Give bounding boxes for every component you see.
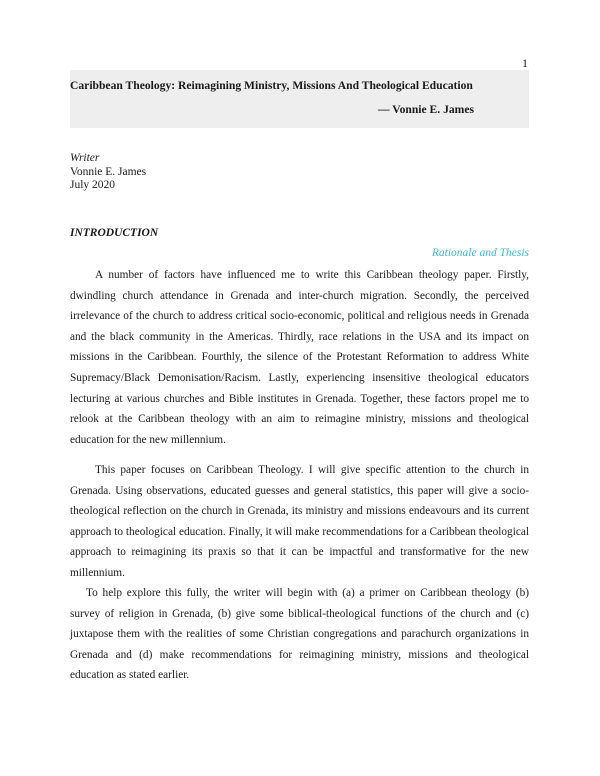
- page-number: 1: [522, 56, 528, 70]
- writer-date: July 2020: [70, 179, 116, 191]
- writer-label: Writer: [70, 152, 100, 164]
- writer-block: [70, 152, 146, 193]
- rationale-subheading: Rationale and Thesis: [431, 247, 529, 259]
- introduction-heading: INTRODUCTION: [70, 227, 159, 239]
- title-block: [70, 70, 529, 128]
- paragraph-factors: A number of factors have influenced me to write this Caribbean theology paper. Firstly, dwindling church attendance in Grenada and inter-church migration. Secondly, the perceived irrelevance of the church to address critical socio-economic, political and religious needs in Grenada and the black community in the Americas. Thirdly, race relations in the USA and its impact on missions in the Caribbean. Fourthly, the silence of the Protestant Reformation to address White Supremacy/Black Demonisation/Racism. Lastly, experiencing insensitive theological educators lecturing at various churches and Bible institutes in Grenada. Together, these factors propel me to relook at the Caribbean theology with an aim to reimagine ministry, missions and theological education for the new millennium.: [70, 269, 529, 446]
- paragraph-outline: To help explore this fully, the writer will begin with (a) a primer on Caribbean theology (b) survey of religion in Grenada, (b) give some biblical-theological functions of the church and (c) juxtapose them with the realities of some Christian congregations and parachurch organizations in Grenada and (d) make recommendations for reimagining ministry, missions and theological education as stated earlier.: [70, 587, 529, 682]
- author-byline: — Vonnie E. James: [378, 103, 474, 116]
- writer-name: Vonnie E. James: [70, 165, 147, 178]
- paragraph-focus: This paper focuses on Caribbean Theology. I will give specific attention to the church in Grenada. Using observations, educated guesses and general statistics, this paper will give a socio-theological reflection on the church in Grenada, its ministry and missions endeavours and its current approach to theological education. Finally, it will make recommendations for a Caribbean theological approach to reimagining its praxis so that it can be impactful and transformative for the new millennium.: [70, 464, 529, 579]
- document-title: Caribbean Theology: Reimagining Ministry, Missions And Theological Education: [70, 79, 473, 92]
